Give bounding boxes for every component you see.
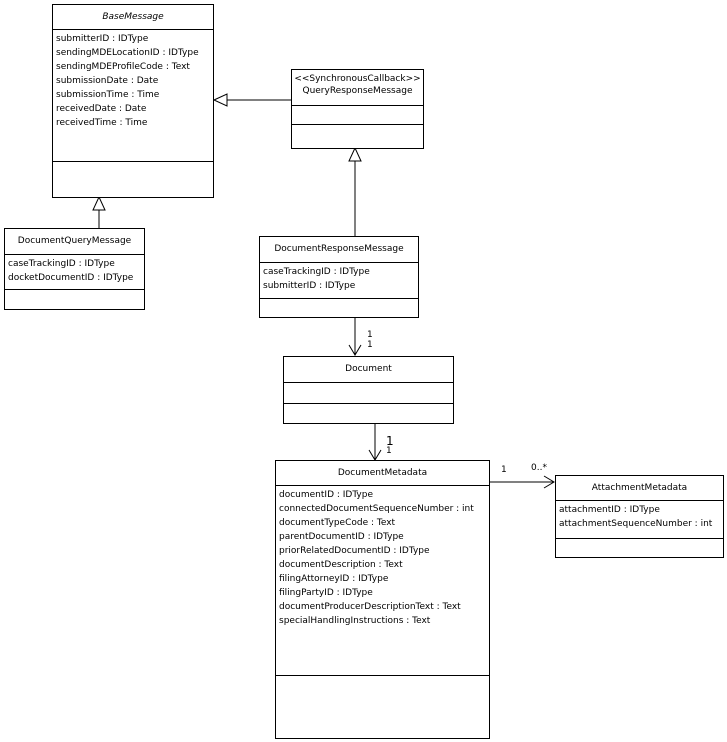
attribute: parentDocumentID : IDType: [279, 532, 404, 542]
class-document-response-message[interactable]: [259, 236, 419, 318]
class-name: DocumentMetadata: [337, 468, 428, 478]
attribute: receivedDate : Date: [56, 104, 147, 114]
attribute-compartment: [556, 500, 723, 538]
multiplicity-label: 1: [367, 340, 373, 350]
class-name: Document: [345, 364, 392, 374]
attribute: connectedDocumentSequenceNumber : int: [279, 504, 474, 514]
class-name: AttachmentMetadata: [591, 483, 688, 493]
attribute-compartment: [53, 29, 213, 161]
attribute: submitterID : IDType: [56, 34, 149, 44]
attribute: submitterID : IDType: [263, 281, 356, 291]
class-name: DocumentQueryMessage: [17, 236, 132, 246]
attribute: receivedTime : Time: [56, 118, 148, 128]
class-base-message[interactable]: [52, 4, 214, 198]
operation-compartment: [53, 161, 213, 162]
operation-compartment: [260, 298, 418, 299]
class-attachment-metadata[interactable]: [555, 475, 724, 558]
operation-compartment: [284, 403, 453, 404]
class-document[interactable]: [283, 356, 454, 424]
class-name: DocumentResponseMessage: [274, 244, 404, 254]
attribute-compartment: [5, 254, 144, 289]
operation-compartment: [276, 675, 489, 676]
attribute: attachmentID : IDType: [559, 505, 660, 515]
attribute: priorRelatedDocumentID : IDType: [279, 546, 430, 556]
class-name: BaseMessage: [102, 12, 164, 22]
generalization-arrowhead: [349, 148, 361, 161]
operation-compartment: [5, 289, 144, 290]
class-document-query-message[interactable]: [4, 228, 145, 310]
class-name: QueryResponseMessage: [302, 86, 413, 96]
attribute: documentProducerDescriptionText : Text: [279, 602, 461, 612]
attribute: sendingMDELocationID : IDType: [56, 48, 199, 58]
attribute: filingAttorneyID : IDType: [279, 574, 389, 584]
generalization-arrowhead: [214, 94, 227, 106]
operation-compartment: [292, 124, 423, 125]
attribute-compartment: [284, 382, 453, 403]
attribute: specialHandlingInstructions : Text: [279, 616, 431, 626]
attribute: submissionTime : Time: [56, 90, 160, 100]
attribute: caseTrackingID : IDType: [263, 267, 370, 277]
attribute: docketDocumentID : IDType: [8, 273, 134, 283]
operation-compartment: [556, 538, 723, 539]
attribute-compartment: [292, 105, 423, 124]
attribute: caseTrackingID : IDType: [8, 259, 115, 269]
attribute: submissionDate : Date: [56, 76, 159, 86]
class-document-metadata[interactable]: [275, 460, 490, 739]
generalization-arrowhead: [93, 197, 105, 210]
attribute: attachmentSequenceNumber : int: [559, 519, 713, 529]
attribute: documentID : IDType: [279, 490, 374, 500]
attribute-compartment: [260, 262, 418, 298]
attribute: documentTypeCode : Text: [279, 518, 396, 528]
multiplicity-label: 1: [386, 434, 394, 448]
attribute: documentDescription : Text: [279, 560, 403, 570]
multiplicity-label: 1: [501, 465, 507, 475]
attribute: sendingMDEProfileCode : Text: [56, 62, 190, 72]
class-stereotype: <<SynchronousCallback>>: [294, 74, 421, 84]
multiplicity-label: 0..*: [531, 463, 547, 473]
class-query-response-message[interactable]: [291, 69, 424, 149]
multiplicity-label: 1: [386, 446, 392, 456]
attribute-compartment: [276, 485, 489, 675]
attribute: filingPartyID : IDType: [279, 588, 373, 598]
multiplicity-label: 1: [367, 330, 373, 340]
